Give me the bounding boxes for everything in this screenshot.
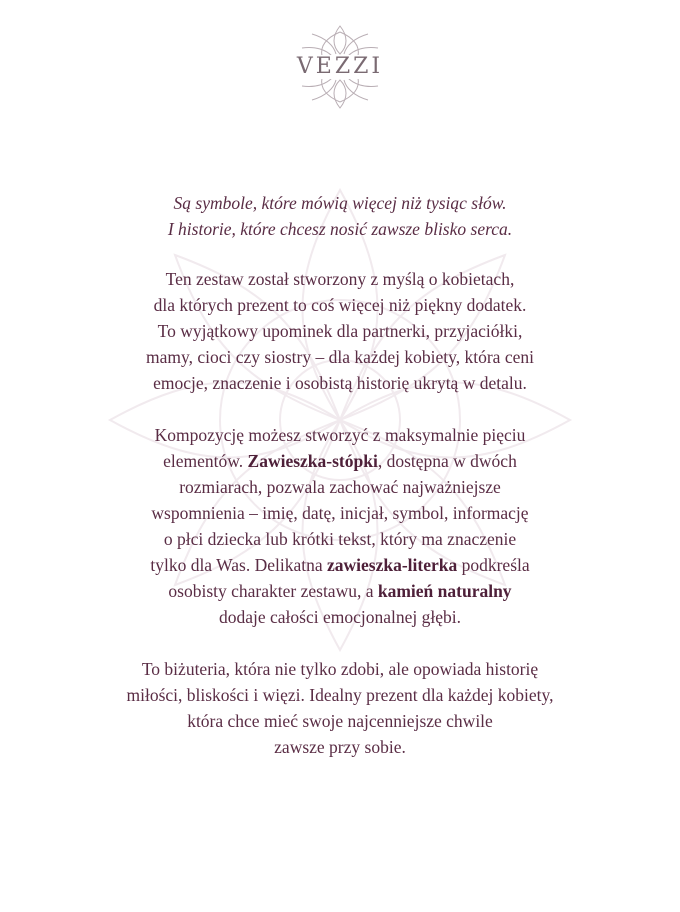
text-line: mamy, cioci czy siostry – dla każdej kobiety, która ceni [146, 347, 534, 367]
text-line: zawsze przy sobie. [274, 737, 406, 757]
intro-line: Są symbole, które mówią więcej niż tysiąc słów. [173, 193, 507, 213]
text-line: która chce mieć swoje najcenniejsze chwile [187, 711, 493, 731]
text-line: wspomnienia – imię, datę, inicjał, symbol, informację [151, 503, 529, 523]
text-segment: , dostępna w dwóch [377, 451, 517, 471]
text-line [40, 578, 640, 604]
text-line: emocje, znaczenie i osobistą historię ukrytą w detalu. [153, 373, 527, 393]
text-line [40, 552, 640, 578]
brand-name: VEZZI [290, 55, 390, 79]
text-line: dodaje całości emocjonalnej głębi. [219, 607, 461, 627]
intro-quote [40, 190, 640, 242]
text-line: o płci dziecka lub krótki tekst, który ma znaczenie [163, 529, 517, 549]
text-segment: elementów. [163, 451, 248, 471]
text-segment: podkreśla [457, 555, 530, 575]
text-line: dla których prezent to coś więcej niż piękny dodatek. [153, 295, 527, 315]
description [40, 190, 640, 786]
text-line: rozmiarach, pozwala zachować najważniejsze [179, 477, 501, 497]
paragraph-composition [40, 422, 640, 630]
product-name-natural-stone: kamień naturalny [377, 581, 512, 601]
brand-logo[interactable] [290, 24, 390, 110]
text-segment: tylko dla Was. Delikatna [150, 555, 327, 575]
text-line: Kompozycję możesz stworzyć z maksymalnie pięciu [154, 425, 526, 445]
text-segment: osobisty charakter zestawu, a [168, 581, 378, 601]
text-line: Ten zestaw został stworzony z myślą o kobietach, [165, 269, 515, 289]
product-name-letter-charm: zawieszka-literka [326, 555, 458, 575]
intro-line: I historie, które chcesz nosić zawsze blisko serca. [167, 219, 513, 239]
text-line: miłości, bliskości i więzi. Idealny prezent dla każdej kobiety, [126, 685, 554, 705]
paragraph-audience [40, 266, 640, 396]
text-line [40, 448, 640, 474]
text-line: To biżuteria, która nie tylko zdobi, ale opowiada historię [141, 659, 539, 679]
paragraph-closing [40, 656, 640, 760]
text-line: To wyjątkowy upominek dla partnerki, przyjaciółki, [157, 321, 523, 341]
product-name-footprint-charm: Zawieszka-stópki [247, 451, 378, 471]
